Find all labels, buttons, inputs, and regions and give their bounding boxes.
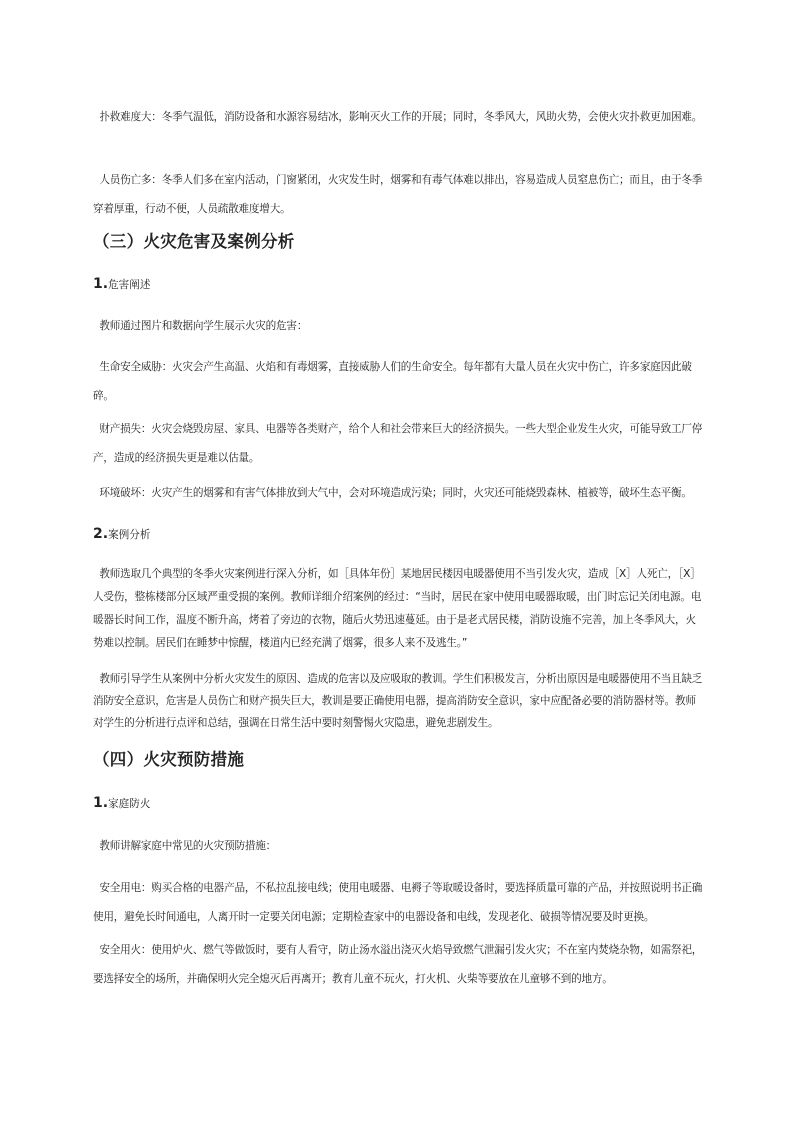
subheading-case-analysis: [93, 523, 705, 546]
paragraph-student-analysis: 教师引导学生从案例中分析火灾发生的原因、造成的危害以及应吸取的教训。学生们积极发言，分析出原因是电暖器使用不当且缺乏消防安全意识，危害是人员伤亡和财产损失巨大，教训是要正确使用电器，提高消防安全意识，家中应配备必要的消防器材等。教师对学生的分析进行点评和总结，强调在日常生活中要时刻警惕火灾隐患，避免悲剧发生。: [93, 673, 703, 729]
subheading-text: 危害阐述: [108, 279, 151, 291]
paragraph-property-loss: 财产损失：火灾会烧毁房屋、家具、电器等各类财产，给个人和社会带来巨大的经济损失。一些大型企业发生火灾，可能导致工厂停产，造成的经济损失更是难以估量。: [93, 423, 703, 464]
paragraph-environment-damage: 环境破坏：火灾产生的烟雾和有害气体排放到大气中，会对环境造成污染；同时，火灾还可能烧毁森林、植被等，破坏生态平衡。: [93, 487, 692, 499]
subheading-number: 1.: [93, 276, 109, 292]
paragraph-teacher-shows-harm: 教师通过图片和数据向学生展示火灾的危害：: [93, 320, 308, 332]
subheading-home-fire-prevention: [93, 792, 705, 815]
paragraph-safe-electricity: 安全用电：购买合格的电器产品，不私拉乱接电线；使用电暖器、电褥子等取暖设备时，要选择质量可靠的产品，并按照说明书正确使用，避免长时间通电，人离开时一定要关闭电源；定期检查家中的电器设备和电线，发现老化、破损等情况要及时更换。: [93, 882, 703, 923]
paragraph-fire-fighting-difficulty: 扑救难度大：冬季气温低，消防设备和水源容易结冰，影响灭火工作的开展；同时，冬季风大，风助火势，会使火灾扑救更加困难。: [93, 111, 703, 123]
section-heading-3: （三）火灾危害及案例分析: [93, 232, 295, 251]
paragraph-teacher-explains-prevention: 教师讲解家庭中常见的火灾预防措施：: [93, 840, 277, 852]
paragraph-safe-fire-use: 安全用火：使用炉火、燃气等做饭时，要有人看守，防止汤水溢出浇灭火焰导致燃气泄漏引发火灾；不在室内焚烧杂物，如需祭祀，要选择安全的场所，并确保明火完全熄灭后再离开；教育儿童不玩火，打火机、火柴等要放在儿童够不到的地方。: [93, 944, 703, 985]
paragraph-case-details: 教师选取几个典型的冬季火灾案例进行深入分析，如［具体年份］某地居民楼因电暖器使用不当引发火灾，造成［X］人死亡，［X］人受伤，整栋楼部分区域严重受损的案例。教师详细介绍案例的经过：“当时，居民在家中使用电暖器取暖，出门时忘记关闭电源。电暖器长时间工作，温度不断升高，烤着了旁边的衣物，随后火势迅速蔓延。由于是老式居民楼，消防设施不完善，加上冬季风大，火势难以控制。居民们在睡梦中惊醒，楼道内已经充满了烟雾，很多人来不及逃生。”: [93, 568, 702, 649]
subheading-text: 家庭防火: [108, 798, 151, 810]
paragraph-casualties: 人员伤亡多：冬季人们多在室内活动，门窗紧闭，火灾发生时，烟雾和有毒气体难以排出，容易造成人员窒息伤亡；而且，由于冬季穿着厚重，行动不便，人员疏散难度增大。: [93, 174, 703, 215]
subheading-number: 2.: [93, 526, 109, 542]
subheading-text: 案例分析: [108, 529, 151, 541]
paragraph-life-safety: 生命安全威胁：火灾会产生高温、火焰和有毒烟雾，直接威胁人们的生命安全。每年都有大量人员在火灾中伤亡，许多家庭因此破碎。: [93, 361, 692, 402]
section-heading-4: （四）火灾预防措施: [93, 750, 245, 769]
subheading-number: 1.: [93, 795, 109, 811]
subheading-harm-description: [93, 273, 705, 296]
